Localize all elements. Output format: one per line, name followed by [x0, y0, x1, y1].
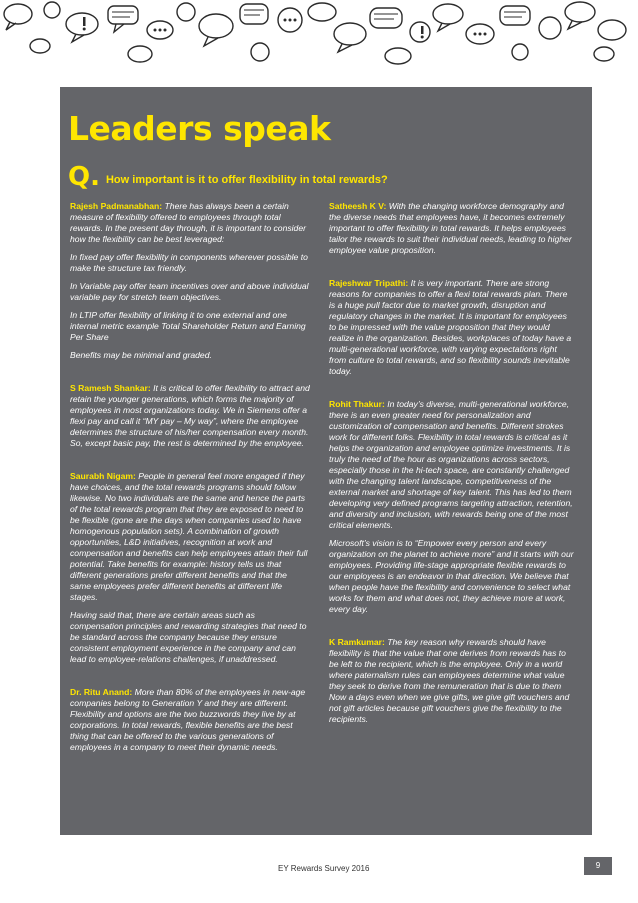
- speaker-name: Rohit Thakur:: [329, 399, 385, 409]
- answer-paragraph: [329, 399, 575, 531]
- answer-paragraph: [70, 201, 310, 245]
- question-heading: [68, 163, 388, 191]
- question-text: How important is it to offer flexibility in total rewards?: [105, 174, 388, 186]
- answer-text: Having said that, there are certain areas such as compensation principles and rewarding strategies that need to be standard across the company because they ensure consistent employment experience in the company and can lead to employee-relations challenges, if unaddressed.: [70, 610, 307, 664]
- answer-text: Microsoft’s vision is to “Empower every person and every organization on the planet to achieve more” and it starts with our employees. Providing life-stage appropriate flexible rewards to our employees is an endeavor in that direction. We believe that when people have the flexibility and convenience to select what works for them and what does not, they achieve more at work, every day.: [329, 538, 574, 614]
- page-number: 9: [584, 857, 612, 875]
- answer-paragraph: [70, 252, 310, 274]
- answer-paragraph: [70, 610, 310, 665]
- answer-paragraph: [70, 281, 310, 303]
- page-title: Leaders speak: [68, 109, 331, 148]
- answer-paragraph: [329, 278, 575, 377]
- answer-paragraph: [70, 471, 310, 603]
- answer-text: Benefits may be minimal and graded.: [70, 350, 212, 360]
- answer-text: In Variable pay offer team incentives over and above individual variable pay for stretch team objectives.: [70, 281, 309, 302]
- speaker-name: Saurabh Nigam:: [70, 471, 136, 481]
- speaker-name: K Ramkumar:: [329, 637, 385, 647]
- answer-paragraph: [329, 538, 575, 615]
- answer-text: In today’s diverse, multi-generational workforce, there is an even greater need for personalization and customization of compensation and benefits. Different strokes work for different folks. Flexibility in total rewards is critical as it helps the organization and employee optimize investments. It is truly the need of the hour as organizations across sectors, especially those in the hi-tech space, are constantly challenged with the changing talent landscape, competitiveness of the external market and shortage of key talent. This has led to them developing very defined programs targeting attraction, retention, and diversity and inclusion, with rewards being one of the most critical elements.: [329, 399, 573, 530]
- speaker-name: S Ramesh Shankar:: [70, 383, 151, 393]
- answer-paragraph: [70, 350, 310, 361]
- answer-text: People in general feel more engaged if they have choices, and the total rewards programs should follow likewise. No two individuals are the same and hence the parts of the total rewards program that they are exposed to need to be flexible (gone are the days when companies used to have homogenous population sets). A combination of growth opportunities, L&D initiatives, recognition at work and compensation and benefits can help employees attain their full potential. Take benefits for example: history tells us that different generations prefer different benefits and that the same employees prefer different benefits at different life stages.: [70, 471, 308, 602]
- left-column: [70, 201, 310, 760]
- speech-bubble-doodles: [0, 0, 638, 90]
- answer-paragraph: [329, 637, 575, 725]
- footer-title: EY Rewards Survey 2016: [278, 864, 370, 873]
- answer-paragraph: [70, 383, 310, 449]
- answer-paragraph: [329, 201, 575, 256]
- answer-text: The key reason why rewards should have flexibility is that the value that one derives from rewards has to be left to the recipient, which is the employee. Only in a world where paternalism rules can employees determine what value they seek to derive from the remuneration that is due to them Now a days even when we give gifts, we give gift vouchers and not gift articles because gift vouchers give the flexibility to the recipients.: [329, 637, 570, 724]
- speaker-name: Satheesh K V:: [329, 201, 387, 211]
- answer-text: With the changing workforce demography and the diverse needs that employees have, it becomes extremely important to offer flexibility in total rewards. It helps employees tailor the rewards to suit their individual needs, leading to higher employee value proposition.: [329, 201, 572, 255]
- question-letter: Q.: [68, 162, 100, 192]
- right-column: [329, 201, 575, 732]
- speaker-name: Rajeshwar Tripathi:: [329, 278, 409, 288]
- answer-text: It is very important. There are strong reasons for companies to offer a flexi total rewards plan. There is a huge pull factor due to market growth, disruption and regulatory changes in the market. It is important for employees to be impressed with the value proposition that they would realize in the organization. Besides, workplaces of today have a multi-generational workforce, with varying expectations right from culture to total rewards, and so flexibility sounds inevitable today.: [329, 278, 572, 376]
- answer-text: More than 80% of the employees in new-age companies belong to Generation Y and they are different. Flexibility and options are the two buzzwords they live by at corporations. In total rewards, flexible benefits are the best thing that can be offered to the various generations of employees in a company to meet their dynamic needs.: [70, 687, 306, 752]
- speaker-name: Dr. Ritu Anand:: [70, 687, 133, 697]
- answer-text: In LTIP offer flexibility of linking it to one external and one internal metric example Total Shareholder Return and Earning Per Share: [70, 310, 306, 342]
- answer-text: There has always been a certain measure of flexibility offered to employees through total rewards. In the present day through, it is important to consider how the flexibility can be best leveraged:: [70, 201, 306, 244]
- speaker-name: Rajesh Padmanabhan:: [70, 201, 163, 211]
- answer-paragraph: [70, 687, 310, 753]
- answer-text: In fixed pay offer flexibility in components wherever possible to make the structure tax friendly.: [70, 252, 308, 273]
- answer-paragraph: [70, 310, 310, 343]
- answer-text: It is critical to offer flexibility to attract and retain the younger generations, which forms the majority of employees in most organizations today. We in Siemens offer a flexi pay and call it “MY pay – My way”, where the employee determines the structure of his/her compensation every month. So, except basic pay, the rest is determined by the employee.: [70, 383, 310, 448]
